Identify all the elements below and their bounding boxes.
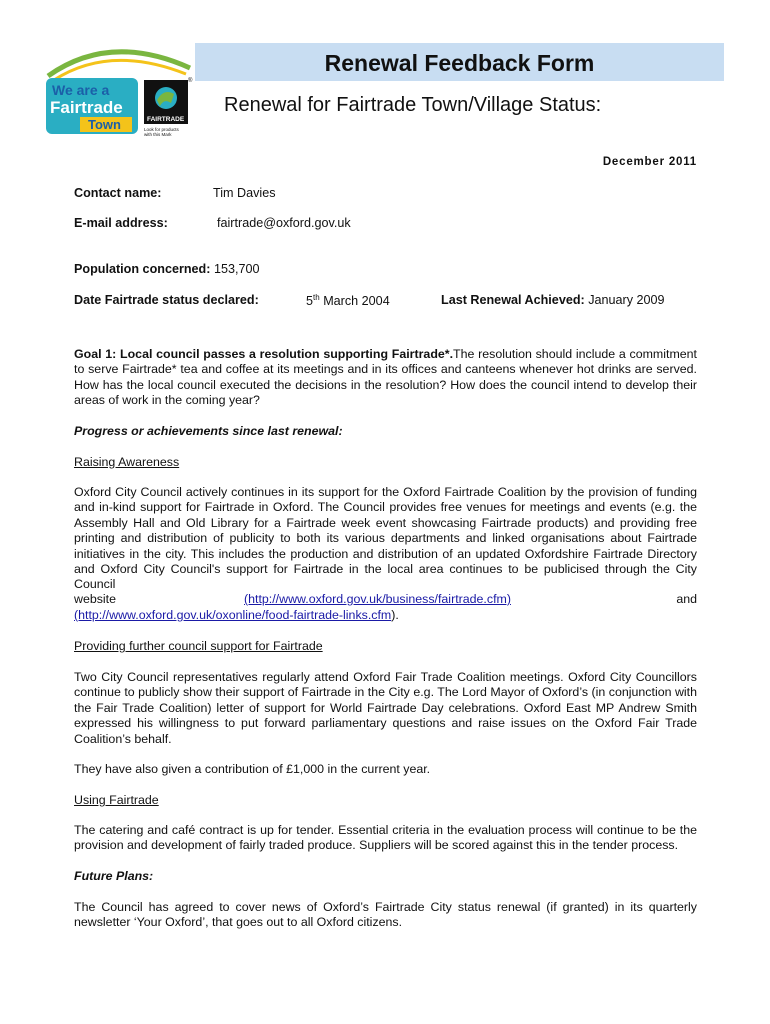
declared-day: 5	[306, 294, 314, 309]
email-label: E-mail address:	[74, 216, 168, 230]
fairtrade-mark-label: FAIRTRADE	[147, 116, 185, 123]
fairtrade-business-link[interactable]: (http://www.oxford.gov.uk/business/fairtrade.cfm)	[244, 592, 511, 606]
fairtrade-mark-caption-2: with this Mark	[144, 132, 172, 137]
email-value: fairtrade@oxford.gov.uk	[217, 216, 351, 230]
logo-line3: Town	[88, 117, 121, 132]
form-title: Renewal Feedback Form	[195, 43, 724, 81]
logo-line2: Fairtrade	[50, 98, 123, 117]
raising-awareness-heading: Raising Awareness	[74, 455, 180, 469]
fairtrade-town-logo	[40, 40, 195, 150]
form-date: December 2011	[602, 156, 697, 168]
using-fairtrade-heading: Using Fairtrade	[74, 793, 159, 807]
form-subtitle: Renewal for Fairtrade Town/Village Status:	[224, 94, 602, 116]
future-plans-text: The Council has agreed to cover news of Oxford’s Fairtrade City status renewal (if granted) in its quarterly newsletter ‘Your Oxford’, that goes out to all Oxford citizens.	[74, 900, 697, 930]
renewal-value: January 2009	[588, 293, 665, 307]
using-fairtrade-text: The catering and café contract is up for tender. Essential criteria in the evaluation process will continue to be the provision and development of fairly traded produce. Suppliers will be scored against this in the tender process.	[74, 823, 697, 853]
second-link-row	[74, 608, 697, 622]
declared-value	[306, 293, 390, 308]
website-word: website	[74, 592, 117, 606]
declared-label: Date Fairtrade status declared:	[74, 293, 259, 307]
population-value: 153,700	[213, 262, 260, 276]
food-fairtrade-link[interactable]: (http://www.oxford.gov.uk/oxonline/food-fairtrade-links.cfm	[74, 608, 392, 622]
council-support-text: Two City Council representatives regularly attend Oxford Fair Trade Coalition meetings. Oxford City Councillors continue to publicly show their support of Fairtrade in the City e.g. The Lord Mayor of Oxford’s (in conjunction with the Fair Trade Coalition) letter of support for World Fairtrade Day celebrations. Oxford East MP Andrew Smith expressed his willingness to put forward parliamentary questions and raise issues on the Oxford Fair Trade Coalition’s behalf.	[74, 670, 697, 746]
future-plans-heading: Future Plans:	[74, 869, 154, 883]
population-label: Population concerned:	[74, 262, 211, 276]
declared-rest: March 2004	[323, 294, 390, 309]
renewal-row	[441, 293, 665, 307]
goal-heading: Goal 1: Local council passes a resolution supporting Fairtrade*.	[74, 347, 454, 361]
council-support-heading: Providing further council support for Fairtrade	[74, 639, 323, 653]
goal-text: The resolution should include a commitment to serve Fairtrade* tea and coffee at its meetings and in its offices and canteens whenever hot drinks are served. How has the local council executed the decisions in the resolution? How does the council intend to develop their areas of work in the coming year?	[74, 347, 697, 408]
declared-suffix: th	[313, 293, 320, 302]
second-link-tail: ).	[391, 608, 399, 622]
raising-awareness-text: Oxford City Council actively continues in its support for the Oxford Fairtrade Coalition by the provision of funding and in-kind support for Fairtrade in Oxford. The Council provides free venues for meetings and events (e.g. the Assembly Hall and Old Library for a Fairtrade week event showcasing Fairtrade products) and providing free printing and distribution of publicity to both its various departments and linked organisations about Fairtrade initiatives in the city. This includes the production and distribution of an updated Oxfordshire Fairtrade Directory and Oxford City Council's support for Fairtrade in the local area continues to be publicised through the City Council	[74, 485, 697, 592]
registered-mark: ®	[188, 78, 193, 84]
contact-name-value: Tim Davies	[213, 186, 276, 200]
logo-line1: We are a	[52, 82, 110, 98]
fairtrade-mark-caption-1: Look for products	[144, 127, 179, 132]
contribution-text: They have also given a contribution of £1,000 in the current year.	[74, 762, 431, 776]
progress-heading: Progress or achievements since last renewal:	[74, 424, 343, 438]
and-word: and	[676, 592, 697, 606]
renewal-label: Last Renewal Achieved:	[441, 293, 585, 307]
contact-name-label: Contact name:	[74, 186, 162, 200]
goal-paragraph	[74, 347, 697, 409]
population-row	[74, 262, 259, 276]
